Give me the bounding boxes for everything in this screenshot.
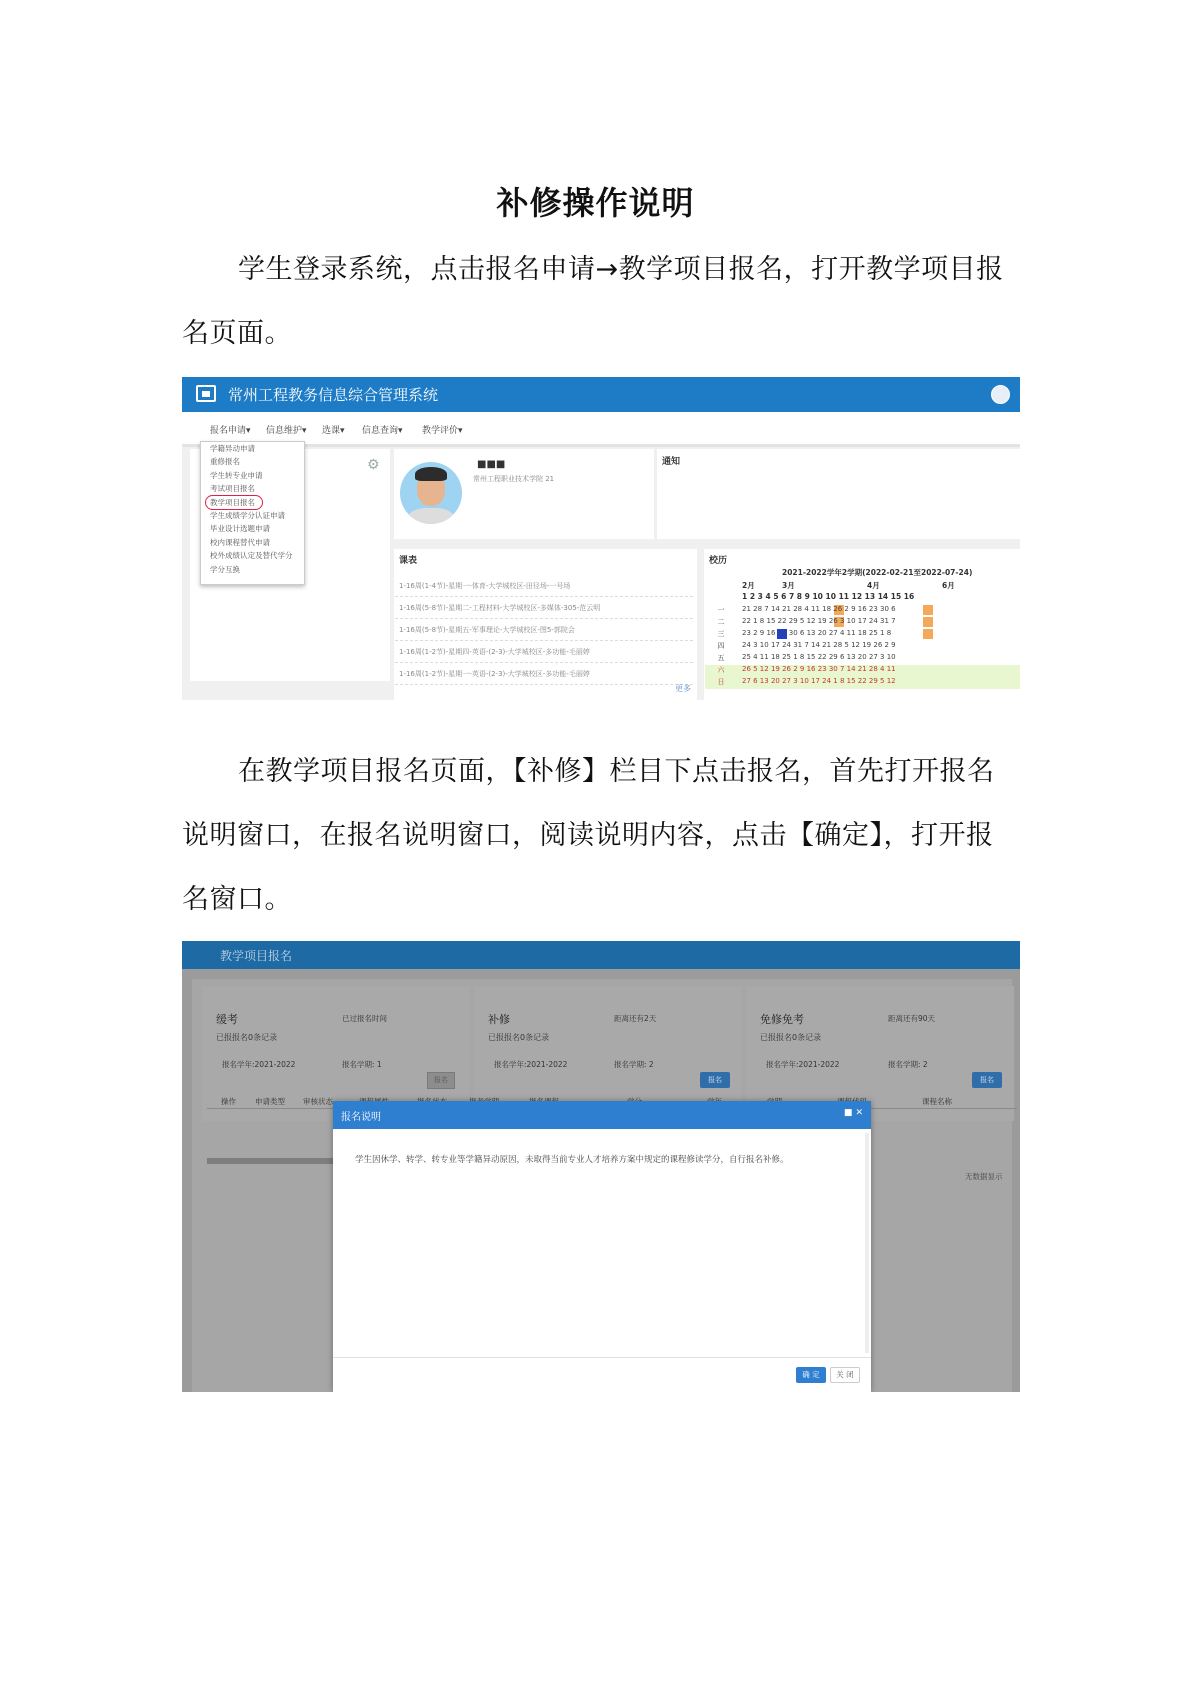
paragraph-2: 在教学项目报名页面，【补修】栏目下点击报名，首先打开报名说明窗口，在报名说明窗口，阅读说明内容，点击【确定】，打开报名窗口。 [182, 756, 995, 915]
card-name: 补修 [488, 1013, 510, 1026]
calendar-month: 4月 [867, 581, 880, 590]
menu-bar [182, 412, 1020, 447]
paragraph-1: 学生登录系统，点击报名申请→教学项目报名，打开教学项目报名页面。 [182, 254, 1004, 349]
schedule-row: 1-16周(1-2节)-星期四-英语-(2-3)-大学城校区-多功能-毛丽婷 [395, 641, 693, 663]
table-header-cell: 操作 [221, 1097, 236, 1106]
dropdown-item[interactable]: 考试项目报名 [210, 484, 255, 494]
modal-close-icon[interactable]: ■ ✕ [843, 1108, 863, 1118]
calendar-row [705, 653, 1020, 665]
registration-header [182, 941, 1020, 969]
table-header-cell: 申请类型 [255, 1097, 285, 1106]
notice-title: 通知 [662, 457, 681, 467]
calendar-cells: 23 2 9 16 23 30 6 13 20 27 4 11 18 25 1 8 [742, 629, 892, 637]
calendar-cells: 22 1 8 15 22 29 5 12 19 26 3 10 17 24 31 7 [742, 617, 896, 625]
modal-header [333, 1101, 871, 1129]
screenshot-portal [182, 377, 1020, 700]
card-status: 距离还有2天 [614, 1014, 657, 1023]
dropdown-item[interactable]: 重修报名 [210, 457, 240, 467]
card-name: 缓考 [216, 1013, 238, 1026]
calendar-row [705, 665, 1020, 677]
gear-icon[interactable]: ⚙ [367, 457, 380, 473]
calendar-day: 四 [717, 642, 725, 650]
calendar-day: 六 [717, 666, 725, 674]
calendar-week-numbers: 1 2 3 4 5 6 7 8 9 10 10 11 12 13 14 15 16 [742, 592, 915, 601]
schedule-row: 1-16周(5-8节)-星期五-军事理论-大学城校区-图5-郭院会 [395, 619, 693, 641]
schedule-title: 课表 [399, 556, 418, 566]
calendar-row [705, 641, 1020, 653]
calendar-day: 三 [717, 630, 725, 638]
table-empty-text: 无数据显示 [965, 1172, 1003, 1181]
calendar-month: 6月 [942, 581, 955, 590]
calendar-row [705, 629, 1020, 641]
dropdown-item[interactable]: 校外成绩认定及替代学分 [210, 551, 293, 561]
menu-info-maintenance[interactable]: 信息维护▾ [266, 426, 307, 436]
document-title: 补修操作说明 [496, 184, 695, 222]
modal-title: 报名说明 [341, 1112, 381, 1123]
menu-evaluation[interactable]: 教学评价▾ [422, 426, 463, 436]
table-header-cell: 课程名称 [922, 1097, 952, 1106]
dropdown-item[interactable]: 学籍异动申请 [210, 444, 255, 453]
calendar-month: 2月 [742, 581, 755, 590]
card-year: 报名学年:2021-2022 [494, 1060, 568, 1069]
card-count: 已报报名0条记录 [760, 1033, 822, 1042]
modal-footer-divider [333, 1357, 871, 1358]
card-year: 报名学年:2021-2022 [766, 1060, 840, 1069]
calendar-day: 五 [717, 654, 725, 662]
card-status: 距离还有90天 [888, 1014, 936, 1023]
registration-page-title: 教学项目报名 [220, 949, 293, 963]
portal-header [182, 377, 1020, 412]
screenshot-registration [182, 941, 1020, 1392]
calendar-day: 日 [717, 678, 725, 686]
register-button[interactable]: 报名 [972, 1072, 1002, 1088]
dropdown-item[interactable]: 毕业设计选题申请 [210, 524, 270, 534]
profile-school: 常州工程职业技术学院 21 [473, 475, 555, 483]
calendar-day: 二 [717, 618, 725, 626]
schedule-row: 1-16周(1-4节)-星期一-体育-大学城校区-田径场-一号场 [395, 575, 693, 597]
register-button[interactable]: 报名 [700, 1072, 730, 1088]
calendar-cells: 27 6 13 20 27 3 10 17 24 1 8 15 22 29 5 12 [742, 677, 896, 685]
schedule-row: 1-16周(1-2节)-星期一-英语-(2-3)-大学城校区-多功能-毛丽婷 [395, 663, 693, 685]
notice-panel [657, 449, 1020, 539]
modal-text: 学生因休学、转学、转专业等学籍异动原因，未取得当前专业人才培养方案中规定的课程修读学分，自行报名补修。 [355, 1155, 789, 1165]
horizontal-scrollbar[interactable] [207, 1158, 337, 1164]
logo-icon [196, 385, 216, 402]
menu-registration[interactable]: 报名申请▾ [210, 426, 251, 436]
close-button[interactable]: 关 闭 [830, 1367, 860, 1383]
card-term: 报名学期: 2 [888, 1060, 928, 1069]
profile-name: ■■■ [477, 459, 506, 470]
calendar-header: 2021-2022学年2学期(2022-02-21至2022-07-24) [782, 568, 973, 577]
user-avatar-icon[interactable] [991, 385, 1010, 404]
card-status: 已过报名时间 [342, 1014, 387, 1023]
calendar-cells: 25 4 11 18 25 1 8 15 22 29 6 13 20 27 3 10 [742, 653, 896, 661]
app-title: 常州工程教务信息综合管理系统 [228, 386, 439, 404]
dropdown-item[interactable]: 校内课程替代申请 [210, 537, 270, 547]
dropdown-item-teaching-project[interactable]: 教学项目报名 [206, 496, 262, 509]
table-header-cell: 审核状态 [303, 1097, 333, 1106]
dropdown-item[interactable]: 学生转专业申请 [210, 470, 263, 480]
calendar-cells: 26 5 12 19 26 2 9 16 23 30 7 14 21 28 4 11 [742, 665, 896, 673]
calendar-row [705, 677, 1020, 689]
menu-course-selection[interactable]: 选课▾ [322, 426, 345, 436]
calendar-cells: 21 28 7 14 21 28 4 11 18 26 2 9 16 23 30 6 [742, 605, 896, 613]
student-photo [400, 462, 462, 524]
card-term: 报名学期: 2 [614, 1060, 654, 1069]
registration-notice-modal [333, 1101, 871, 1392]
card-count: 已报报名0条记录 [216, 1033, 278, 1042]
calendar-title: 校历 [709, 556, 728, 566]
schedule-row: 1-16周(5-8节)-星期二-工程材料-大学城校区-多媒体-305-范云明 [395, 597, 693, 619]
card-count: 已报报名0条记录 [488, 1033, 550, 1042]
calendar-row [705, 605, 1020, 617]
register-button[interactable]: 报名 [427, 1072, 455, 1089]
card-name: 免修免考 [760, 1013, 804, 1026]
menu-info-query[interactable]: 信息查询▾ [362, 426, 403, 436]
more-link[interactable]: 更多 [675, 684, 691, 693]
dropdown-item[interactable]: 学分互换 [210, 564, 240, 574]
calendar-day: 一 [717, 606, 725, 614]
calendar-month: 3月 [782, 581, 795, 590]
card-year: 报名学年:2021-2022 [222, 1060, 296, 1069]
calendar-row [705, 617, 1020, 629]
card-term: 报名学期: 1 [342, 1060, 382, 1069]
dropdown-item[interactable]: 学生成绩学分认证申请 [210, 510, 285, 520]
registration-dropdown [200, 441, 305, 585]
modal-scrollbar[interactable] [865, 1133, 869, 1353]
confirm-button[interactable]: 确 定 [796, 1367, 826, 1383]
calendar-cells: 24 3 10 17 24 31 7 14 21 28 5 12 19 26 2 9 [742, 641, 896, 649]
